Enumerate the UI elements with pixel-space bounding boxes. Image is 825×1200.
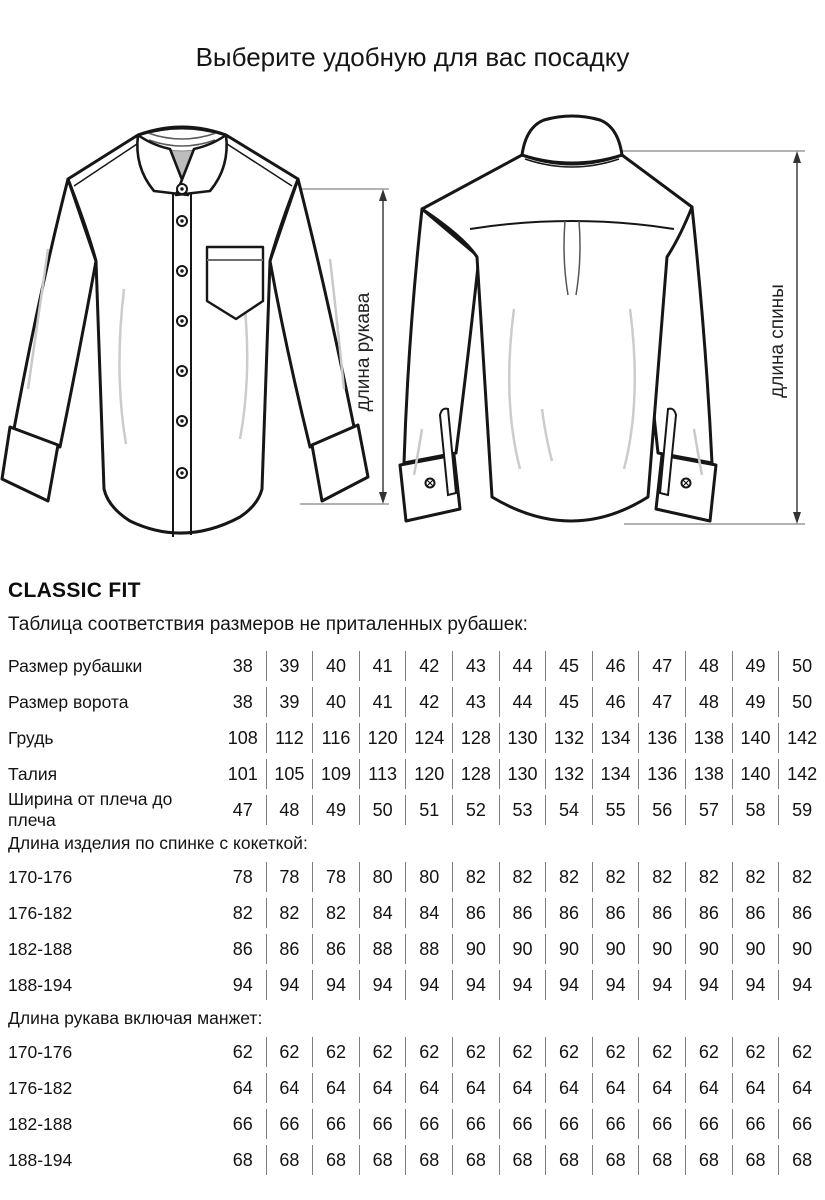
- size-cell: 44: [499, 687, 546, 717]
- table-row: [0, 756, 825, 792]
- row-label: Грудь: [8, 727, 54, 748]
- size-cell: 82: [638, 862, 685, 892]
- size-cell: 94: [359, 970, 406, 1000]
- size-cell: 82: [592, 862, 639, 892]
- size-cell: 66: [592, 1109, 639, 1139]
- size-cell: 66: [545, 1109, 592, 1139]
- size-cell: 88: [405, 934, 452, 964]
- size-cell: 134: [592, 723, 639, 753]
- size-cell: 64: [359, 1073, 406, 1103]
- table-row: [0, 684, 825, 720]
- size-cell: 124: [405, 723, 452, 753]
- table-row: [0, 789, 825, 830]
- size-cell: 64: [778, 1073, 825, 1103]
- table-row: [0, 931, 825, 967]
- size-cell: 78: [312, 862, 359, 892]
- size-cell: 94: [592, 970, 639, 1000]
- size-cell: 90: [452, 934, 499, 964]
- size-cell: 86: [685, 898, 732, 928]
- size-cell: 68: [545, 1145, 592, 1175]
- size-cell: 64: [499, 1073, 546, 1103]
- row-label: Талия: [8, 763, 58, 784]
- size-cell: 41: [359, 651, 406, 681]
- size-cell: 62: [545, 1037, 592, 1067]
- size-cell: 55: [592, 795, 639, 825]
- size-cell: 50: [778, 651, 825, 681]
- size-cell: 140: [732, 723, 779, 753]
- row-label: 182-188: [8, 1113, 73, 1134]
- table-subtitle: Таблица соответствия размеров не приталенных рубашек:: [8, 614, 528, 635]
- size-cell: 94: [638, 970, 685, 1000]
- size-cell: 84: [359, 898, 406, 928]
- size-cell: 90: [685, 934, 732, 964]
- size-cell: 52: [452, 795, 499, 825]
- size-cell: 86: [732, 898, 779, 928]
- size-cell: 64: [732, 1073, 779, 1103]
- row-label: Ширина от плеча до плеча: [8, 789, 173, 830]
- size-cell: 86: [232, 938, 253, 959]
- size-cell: 101: [227, 763, 258, 784]
- size-cell: 66: [312, 1109, 359, 1139]
- size-cell: 86: [266, 934, 313, 964]
- size-cell: 68: [685, 1145, 732, 1175]
- row-label: 176-182: [8, 1077, 73, 1098]
- sleeve-length-label: длина рукава: [353, 292, 374, 412]
- size-cell: 86: [592, 898, 639, 928]
- size-cell: 45: [545, 687, 592, 717]
- table-row: [0, 720, 825, 756]
- size-cell: 68: [778, 1145, 825, 1175]
- size-cell: 42: [405, 687, 452, 717]
- row-label: 170-176: [8, 1041, 73, 1062]
- size-cell: 39: [266, 651, 313, 681]
- size-cell: 68: [266, 1145, 313, 1175]
- row-label: 182-188: [8, 938, 73, 959]
- size-cell: 64: [592, 1073, 639, 1103]
- size-cell: 132: [545, 723, 592, 753]
- size-cell: 82: [452, 862, 499, 892]
- size-cell: 86: [499, 898, 546, 928]
- size-cell: 66: [232, 1113, 253, 1134]
- shirt-back-drawing: [392, 109, 825, 549]
- table-row: [0, 895, 825, 931]
- size-cell: 44: [499, 651, 546, 681]
- size-cell: 68: [232, 1149, 253, 1170]
- size-cell: 78: [232, 866, 253, 887]
- size-cell: 80: [359, 862, 406, 892]
- table-section-header: Длина изделия по спинке с кокеткой:: [8, 833, 308, 853]
- size-cell: 56: [638, 795, 685, 825]
- size-cell: 62: [405, 1037, 452, 1067]
- size-cell: 66: [499, 1109, 546, 1139]
- size-cell: 94: [545, 970, 592, 1000]
- size-table: [0, 648, 825, 1178]
- table-row: [0, 648, 825, 684]
- size-cell: 86: [545, 898, 592, 928]
- size-cell: 112: [266, 723, 313, 753]
- size-cell: 86: [452, 898, 499, 928]
- size-cell: 68: [638, 1145, 685, 1175]
- size-cell: 86: [312, 934, 359, 964]
- size-cell: 94: [312, 970, 359, 1000]
- size-cell: 42: [405, 651, 452, 681]
- size-cell: 66: [732, 1109, 779, 1139]
- size-cell: 82: [685, 862, 732, 892]
- size-cell: 68: [732, 1145, 779, 1175]
- shirt-front-drawing: [0, 109, 392, 549]
- size-cell: 59: [778, 795, 825, 825]
- size-cell: 142: [778, 723, 825, 753]
- size-cell: 68: [499, 1145, 546, 1175]
- size-cell: 62: [232, 1041, 253, 1062]
- size-cell: 62: [499, 1037, 546, 1067]
- size-cell: 94: [405, 970, 452, 1000]
- size-cell: 80: [405, 862, 452, 892]
- size-cell: 48: [685, 687, 732, 717]
- size-cell: 66: [405, 1109, 452, 1139]
- size-cell: 142: [778, 759, 825, 789]
- size-cell: 140: [732, 759, 779, 789]
- size-cell: 134: [592, 759, 639, 789]
- size-cell: 94: [452, 970, 499, 1000]
- table-row: [0, 967, 825, 1003]
- size-cell: 50: [359, 795, 406, 825]
- size-cell: 94: [499, 970, 546, 1000]
- size-cell: 58: [732, 795, 779, 825]
- size-cell: 64: [312, 1073, 359, 1103]
- size-cell: 84: [405, 898, 452, 928]
- row-label: 170-176: [8, 866, 73, 887]
- size-cell: 136: [638, 759, 685, 789]
- size-cell: 49: [732, 651, 779, 681]
- size-cell: 49: [732, 687, 779, 717]
- size-cell: 47: [638, 651, 685, 681]
- size-cell: 130: [499, 723, 546, 753]
- size-cell: 38: [232, 691, 253, 712]
- size-cell: 43: [452, 687, 499, 717]
- size-cell: 105: [266, 759, 313, 789]
- size-cell: 109: [312, 759, 359, 789]
- size-cell: 82: [732, 862, 779, 892]
- size-cell: 50: [778, 687, 825, 717]
- size-cell: 86: [638, 898, 685, 928]
- size-cell: 43: [452, 651, 499, 681]
- size-cell: 66: [685, 1109, 732, 1139]
- size-cell: 136: [638, 723, 685, 753]
- size-cell: 40: [312, 651, 359, 681]
- size-cell: 90: [732, 934, 779, 964]
- back-collar: [522, 116, 622, 163]
- table-row: [0, 1142, 825, 1178]
- size-cell: 54: [545, 795, 592, 825]
- size-cell: 113: [359, 759, 406, 789]
- size-cell: 90: [592, 934, 639, 964]
- fit-heading: CLASSIC FIT: [8, 579, 141, 602]
- size-cell: 62: [685, 1037, 732, 1067]
- size-cell: 82: [266, 898, 313, 928]
- size-cell: 94: [266, 970, 313, 1000]
- size-cell: 82: [232, 902, 253, 923]
- size-cell: 66: [359, 1109, 406, 1139]
- table-row: [0, 1106, 825, 1142]
- table-row: [0, 1070, 825, 1106]
- size-cell: 88: [359, 934, 406, 964]
- row-label: 176-182: [8, 902, 73, 923]
- size-cell: 62: [638, 1037, 685, 1067]
- row-label: Размер ворота: [8, 691, 129, 712]
- size-cell: 45: [545, 651, 592, 681]
- size-cell: 128: [452, 759, 499, 789]
- size-cell: 94: [778, 970, 825, 1000]
- row-label: 188-194: [8, 1149, 73, 1170]
- size-cell: 120: [359, 723, 406, 753]
- size-cell: 46: [592, 687, 639, 717]
- size-cell: 94: [232, 974, 253, 995]
- size-cell: 68: [452, 1145, 499, 1175]
- size-cell: 49: [312, 795, 359, 825]
- size-cell: 82: [499, 862, 546, 892]
- size-cell: 68: [312, 1145, 359, 1175]
- size-cell: 51: [405, 795, 452, 825]
- back-length-label: длина спины: [767, 284, 788, 398]
- size-cell: 47: [232, 799, 253, 820]
- size-cell: 46: [592, 651, 639, 681]
- size-cell: 90: [638, 934, 685, 964]
- page-title: Выберите удобную для вас посадку: [195, 42, 630, 72]
- row-label: Размер рубашки: [8, 655, 143, 676]
- size-cell: 47: [638, 687, 685, 717]
- row-label: 188-194: [8, 974, 73, 995]
- size-cell: 64: [232, 1077, 253, 1098]
- size-cell: 62: [359, 1037, 406, 1067]
- size-cell: 68: [405, 1145, 452, 1175]
- size-cell: 108: [227, 727, 258, 748]
- size-cell: 138: [685, 759, 732, 789]
- size-cell: 64: [685, 1073, 732, 1103]
- size-cell: 138: [685, 723, 732, 753]
- size-cell: 62: [312, 1037, 359, 1067]
- size-cell: 48: [266, 795, 313, 825]
- shirt-back-diagram: [392, 109, 825, 549]
- size-cell: 62: [592, 1037, 639, 1067]
- size-cell: 128: [452, 723, 499, 753]
- size-cell: 132: [545, 759, 592, 789]
- size-cell: 116: [312, 723, 359, 753]
- table-row: [0, 859, 825, 895]
- size-cell: 82: [778, 862, 825, 892]
- size-cell: 120: [405, 759, 452, 789]
- size-cell: 68: [359, 1145, 406, 1175]
- size-cell: 41: [359, 687, 406, 717]
- size-cell: 78: [266, 862, 313, 892]
- size-cell: 38: [232, 655, 253, 676]
- size-cell: 86: [778, 898, 825, 928]
- size-cell: 94: [685, 970, 732, 1000]
- size-cell: 90: [545, 934, 592, 964]
- table-section-header: Длина рукава включая манжет:: [8, 1008, 263, 1028]
- size-cell: 66: [452, 1109, 499, 1139]
- size-cell: 90: [778, 934, 825, 964]
- size-cell: 68: [592, 1145, 639, 1175]
- size-cell: 40: [312, 687, 359, 717]
- size-cell: 62: [732, 1037, 779, 1067]
- size-cell: 48: [685, 651, 732, 681]
- size-cell: 64: [266, 1073, 313, 1103]
- size-cell: 53: [499, 795, 546, 825]
- size-cell: 82: [312, 898, 359, 928]
- size-cell: 62: [266, 1037, 313, 1067]
- size-cell: 62: [452, 1037, 499, 1067]
- size-cell: 64: [405, 1073, 452, 1103]
- shirt-front-diagram: [0, 109, 392, 549]
- size-cell: 57: [685, 795, 732, 825]
- size-cell: 66: [266, 1109, 313, 1139]
- size-cell: 94: [732, 970, 779, 1000]
- size-cell: 64: [545, 1073, 592, 1103]
- table-row: [0, 1034, 825, 1070]
- size-cell: 62: [778, 1037, 825, 1067]
- size-cell: 82: [545, 862, 592, 892]
- shirt-diagrams: [0, 109, 825, 549]
- size-cell: 90: [499, 934, 546, 964]
- size-cell: 66: [638, 1109, 685, 1139]
- size-cell: 66: [778, 1109, 825, 1139]
- size-cell: 64: [452, 1073, 499, 1103]
- size-cell: 39: [266, 687, 313, 717]
- size-cell: 130: [499, 759, 546, 789]
- size-cell: 64: [638, 1073, 685, 1103]
